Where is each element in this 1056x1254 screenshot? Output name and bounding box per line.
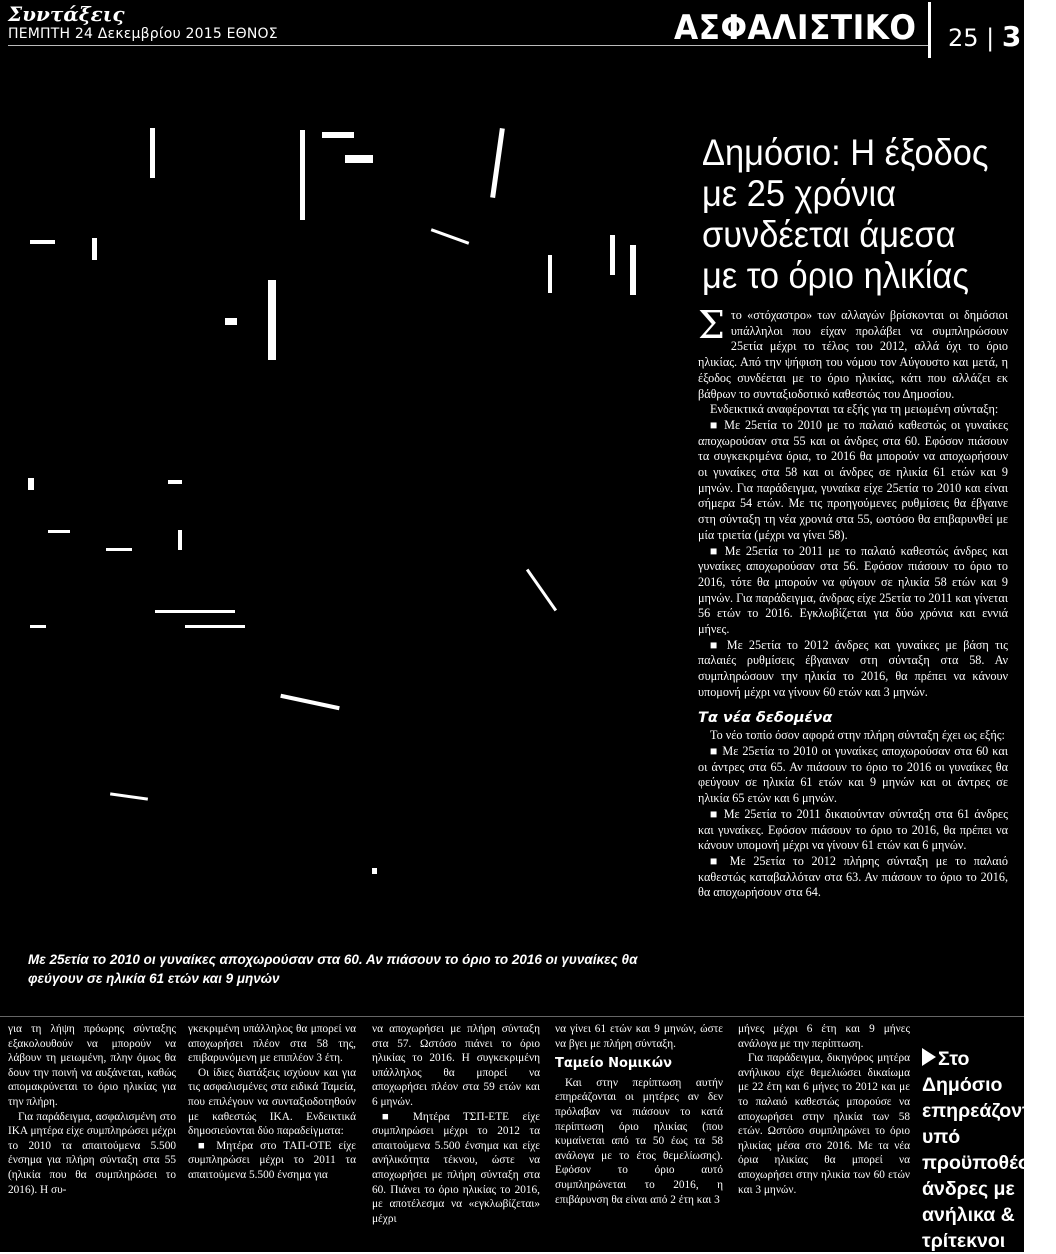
bottom-column-5 — [738, 1022, 910, 1197]
promo-text: Στο Δημόσιο επηρεάζονται υπό προϋποθέσεις άνδρες με ανήλικα & τρίτεκνοι — [922, 1048, 1056, 1252]
intro-text: το «στόχαστρο» των αλλαγών βρίσκονται οι δημόσιοι υπάλληλοι που είχαν προλάβει να συμπληρώσουν 25ετία μέχρι το τέλος του 2012, αλλά όχι το όριο ηλικίας. Από την ψήφιση του νόμου τον Αύγουστο και μετά, η έξοδος συνδέεται με το όριο ηλικίας, κάτι που αλλάζει εκ βάθρων το συνταξιοδοτικό καθεστώς του Δημοσίου. — [698, 308, 1008, 401]
photo-speck — [168, 480, 182, 484]
column-subheading: Ταμείο Νομικών — [555, 1056, 672, 1072]
photo-speck — [268, 280, 276, 360]
photo-speck — [155, 610, 235, 613]
photo-speck — [30, 625, 46, 628]
page-number: 25 | 3 — [948, 20, 1022, 53]
article-headline: Δημόσιο: Η έξοδος με 25 χρόνια συνδέεται άμεσα με το όριο ηλικίας — [702, 132, 989, 296]
photo-speck — [548, 255, 552, 293]
photo-speck — [431, 228, 470, 244]
bottom-column-4 — [555, 1022, 723, 1207]
column-paragraph: ■ Μητέρα ΤΣΠ-ΕΤΕ είχε συμπληρώσει μέχρι το 2012 τα απαιτούμενα 5.500 ένσημα και είχε ανήλικότητα τέκνου, ώστε να αποχωρήσει με πλήρη σύνταξη στα 60. Πιάνει το όριο ηλικίας το 2016, με αποτέλεσμα να «εγκλωβίζεται» μέχρι — [372, 1110, 540, 1225]
column-paragraph: να γίνει 61 ετών και 9 μηνών, ώστε να βγει με πλήρη σύνταξη. — [555, 1023, 723, 1050]
photo-speck — [280, 694, 340, 710]
article-subheading: Τα νέα δεδομένα — [698, 709, 833, 726]
rubric-title: ΑΣΦΑΛΙΣΤΙΚΟ — [674, 8, 917, 48]
column-paragraph: για τη λήψη πρόωρης σύνταξης εξακολουθούν να μπορούν να λάβουν τη μειωμένη, πλην όμως θα δουν την ποινή να αυξάνεται, καθώς απομακρύνεται το όριο ηλικίας για την πλήρη. — [8, 1023, 176, 1108]
photo-speck — [372, 868, 377, 874]
photo-speck — [300, 130, 305, 220]
photo-speck — [150, 128, 155, 178]
date-line: ΠΕΜΠΤΗ 24 Δεκεμβρίου 2015 ΕΘΝΟΣ — [8, 26, 278, 42]
photo-speck — [610, 235, 615, 275]
column-paragraph: Οι ίδιες διατάξεις ισχύουν και για τις ασφαλισμένες στα ειδικά Ταμεία, που επιλέγουν να συνταξιοδοτηθούν με καθεστώς ΙΚΑ. Ενδεικτικά δημοσιεύονται δύο παραδείγματα: — [188, 1066, 356, 1138]
page-number-value: 25 — [948, 24, 979, 52]
bullet-item: ■ Με 25ετία το 2012 άνδρες και γυναίκες με βάση τις παλαιές ρυθμίσεις έβγαιναν στη σύνταξη στα 58. Αν συμπληρώσουν την ηλικία το 2016, θα πρέπει να κάνουν υπομονή μέχρι να γίνουν 60 ετών και 3 μηνών. — [698, 637, 1008, 699]
photo-speck — [110, 792, 148, 800]
photo-speck — [48, 530, 70, 533]
article-photo — [0, 60, 676, 940]
article-intro — [698, 303, 1008, 402]
photo-speck — [92, 238, 97, 260]
arrow-icon — [922, 1048, 936, 1066]
photo-speck — [225, 318, 237, 325]
photo-caption: Με 25ετία το 2010 οι γυναίκες αποχωρούσαν στα 60. Αν πιάσουν το όριο το 2016 οι γυναίκες θα φεύγουν σε ηλικία 61 ετών και 9 μηνών — [28, 952, 638, 986]
section-title: Συντάξεις — [8, 2, 125, 26]
bottom-column-2 — [188, 1022, 356, 1183]
column-paragraph: Για παράδειγμα, δικηγόρος μητέρα ανήλικου είχε θεμελιώσει δικαίωμα με 22 έτη και 6 μήνες το 2012 και με το παλαιό καθεστώς μπορούσε να αποχωρήσει στην ηλικία των 58 ετών. Ωστόσο συμπληρώνει το όριο ηλικίας μέσα στο 2016. Με τα νέα όρια ηλικίας θα μπορεί να αποχωρήσει στην ηλικία των 60 ετών και 3 μηνών. — [738, 1052, 910, 1196]
photo-speck — [345, 155, 373, 163]
photo-speck — [322, 132, 354, 138]
column-paragraph: γκεκριμένη υπάλληλος θα μπορεί να αποχωρήσει πλέον στα 58 της, επιβαρυνόμενη με επιπλέον 3 έτη. — [188, 1023, 356, 1065]
article-body — [698, 303, 1008, 901]
bullet-item: ■ Με 25ετία το 2010 οι γυναίκες αποχωρούσαν στα 60 και οι άντρες στα 65. Αν πιάσουν το όριο το 2016 οι γυναίκες θα φεύγουν σε ηλικία 61 ετών και 9 μηνών και οι άντρες σε ηλικία 65 ετών και 6 μηνών. — [698, 743, 1008, 806]
article-paragraph: Το νέο τοπίο όσον αφορά στην πλήρη σύνταξη έχει ως εξής: — [710, 728, 1005, 743]
photo-speck — [526, 569, 557, 612]
photo-speck — [106, 548, 132, 551]
bullet-item: ■ Με 25ετία το 2010 με το παλαιό καθεστώς οι γυναίκες αποχωρούσαν στα 55 και οι άνδρες στα 60. Εφόσον πιάσουν τα συγκεκριμένα όρια, το 2016 θα μπορούν να αποχωρήσουν οι γυναίκες στα 58 και οι άνδρες σε ηλικία 61 ετών και 9 μηνών. Για παράδειγμα, γυναίκα είχε 25ετία το 2010 και είναι σήμερα 54 ετών. Με τις προηγούμενες ρυθμίσεις θα έβγαινε στη σύνταξη τη νέα χρονιά στα 55, ωστόσο θα επιβαρυνθεί με μία τριετία (μέχρι να γίνει 58). — [698, 417, 1008, 542]
article-paragraph: Ενδεικτικά αναφέρονται τα εξής για τη μειωμένη σύνταξη: — [710, 402, 999, 417]
issue-mark: 3 — [1001, 20, 1022, 53]
column-paragraph: ■ Μητέρα στο ΤΑΠ-ΟΤΕ είχε συμπληρώσει μέχρι το 2011 τα απαιτούμενα 5.500 ένσημα για — [188, 1139, 356, 1181]
column-paragraph: Και στην περίπτωση αυτήν επηρεάζονται οι μητέρες αν δεν πρόλαβαν να πιάσουν το κατά περίπτωση όριο ηλικίας (που κυμαίνεται από τα 50 έως τα 58 ανάλογα με το έτος θεμελίωσης). Εφόσον το όριο αυτό συμπληρώνεται το 2016, η επιβάρυνση θα είναι από 2 έτη και 3 — [555, 1076, 723, 1206]
photo-speck — [178, 530, 182, 550]
photo-speck — [490, 128, 505, 198]
column-paragraph: Για παράδειγμα, ασφαλισμένη στο ΙΚΑ μητέρα είχε συμπληρώσει μέχρι το 2010 τα απαιτούμενα 5.500 ένσημα για πλήρη σύνταξη στα 55 (ηλικία που θα συμπληρώσει το 2016). Η συ- — [8, 1110, 176, 1196]
photo-speck — [185, 625, 245, 628]
bullet-item: ■ Με 25ετία το 2011 με το παλαιό καθεστώς άνδρες και γυναίκες αποχωρούσαν στα 56. Εφόσον πιάσουν το όριο το 2016, τότε θα μπορούν να φύγουν σε ηλικία 58 ετών και 9 μηνών. Για παράδειγμα, άνδρας είχε 25ετία το 2011 και γίνεται 56 ετών το 2016. Εγκλωβίζεται για δύο χρόνια και εννιά μήνες. — [698, 543, 1008, 637]
bottom-column-1 — [8, 1022, 176, 1197]
drop-cap: Σ — [698, 303, 725, 347]
bullet-item: ■ Με 25ετία το 2011 δικαιούνταν σύνταξη στα 61 άνδρες και γυναίκες. Εφόσον πιάσουν το όριο το 2016, θα πρέπει να κάνουν υπομονή μέχρι να γίνουν 61 ετών και 6 μηνών. — [698, 806, 1008, 853]
band-rule — [0, 1016, 1024, 1017]
photo-speck — [30, 240, 55, 244]
page-header — [0, 0, 1024, 60]
column-paragraph: να αποχωρήσει με πλήρη σύνταξη στα 57. Ωστόσο πιάνει το όριο ηλικίας το 2016. Η συγκεκριμένη υπάλληλος θα μπορεί να αποχωρήσει πλέον στα 59 ετών και 6 μηνών. — [372, 1023, 540, 1108]
promo-box — [922, 1046, 1056, 1254]
photo-speck — [630, 245, 636, 295]
header-divider — [928, 2, 931, 58]
bullet-item: ■ Με 25ετία το 2012 πλήρης σύνταξη με το παλαιό καθεστώς καταβαλλόταν στα 63. Αν πιάσουν το όριο το 2016, θα αποχωρήσουν στα 64. — [698, 853, 1008, 900]
photo-speck — [28, 478, 34, 490]
bottom-column-3 — [372, 1022, 540, 1226]
column-paragraph: μήνες μέχρι 6 έτη και 9 μήνες ανάλογα με την περίπτωση. — [738, 1023, 910, 1050]
